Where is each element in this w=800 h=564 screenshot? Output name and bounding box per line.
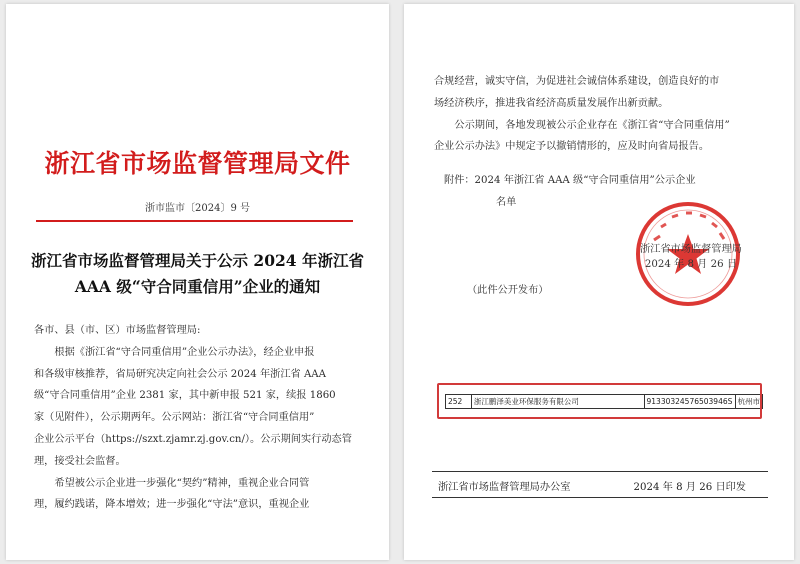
footer-issuer: 浙江省市场监督管理局办公室 <box>438 482 571 493</box>
left-page <box>6 4 389 560</box>
salutation: 各市、县（市、区）市场监督管理局: <box>34 325 201 336</box>
right-page <box>404 4 794 560</box>
attachment-line: 名单 <box>496 197 517 208</box>
table-cell-city: 杭州市 <box>735 395 763 409</box>
body-line: 理，履约践诺，降本增效；进一步强化“守法”意识，重视企业 <box>34 499 310 511</box>
footer-date: 2024 年 8 月 26 日印发 <box>633 482 746 493</box>
notice-title <box>6 248 389 300</box>
right-body-text <box>434 71 774 158</box>
footer-divider-bottom <box>432 497 768 498</box>
table-cell-code: 91330324576503946S <box>644 395 735 409</box>
body-line: 理，接受社会监督。 <box>34 455 126 467</box>
red-divider <box>36 220 353 222</box>
signature-org: 浙江省市场监督管理局 <box>640 244 742 255</box>
public-note: （此件公开发布） <box>467 285 549 296</box>
notice-title-line: 浙江省市场监督管理局关于公示 2024 年浙江省 <box>31 251 364 270</box>
body-line: 公示期间，各地发现被公示企业存在《浙江省“守合同重信用” <box>454 119 730 131</box>
highlight-box <box>437 383 762 419</box>
table-cell-index: 252 <box>446 395 472 409</box>
body-line: 和各级审核推荐，省局研究决定向社会公示 2024 年浙江省 AAA <box>34 368 327 380</box>
attachment-line: 附件：2024 年浙江省 AAA 级“守合同重信用”公示企业 <box>444 175 696 186</box>
body-line: 企业公示平台（https://szxt.zjamr.zj.gov.cn/）。公示期间实行动态管 <box>34 433 352 445</box>
footer-divider-top <box>432 471 768 472</box>
notice-title-line: AAA 级“守合同重信用”企业的通知 <box>74 277 321 296</box>
body-line: 根据《浙江省“守合同重信用”企业公示办法》，经企业申报 <box>54 346 315 358</box>
body-line: 场经济秩序，推进我省经济高质量发展作出新贡献。 <box>434 97 669 109</box>
body-line: 级“守合同重信用”企业 2381 家，其中新申报 521 家，续报 1860 <box>34 390 336 402</box>
body-line: 合规经营，诚实守信，为促进社会诚信体系建设，创造良好的市 <box>434 76 720 87</box>
left-body-text <box>34 320 369 516</box>
document-number: 浙市监市〔2024〕9 号 <box>145 203 250 214</box>
signature-block <box>640 242 742 272</box>
table-cell-company: 浙江鹏泽美业环保服务有限公司 <box>471 395 644 409</box>
body-line: 企业公示办法》中规定予以撤销情形的，应及时向省局报告。 <box>434 141 710 153</box>
document-header: 浙江省市场监督管理局文件 <box>44 149 351 178</box>
signature-date: 2024 年 8 月 26 日 <box>644 259 737 270</box>
body-line: 家（见附件），公示期两年。公示网站：浙江省“守合同重信用” <box>34 412 315 424</box>
body-line: 希望被公示企业进一步强化“契约”精神，重视企业合同管 <box>54 477 310 489</box>
